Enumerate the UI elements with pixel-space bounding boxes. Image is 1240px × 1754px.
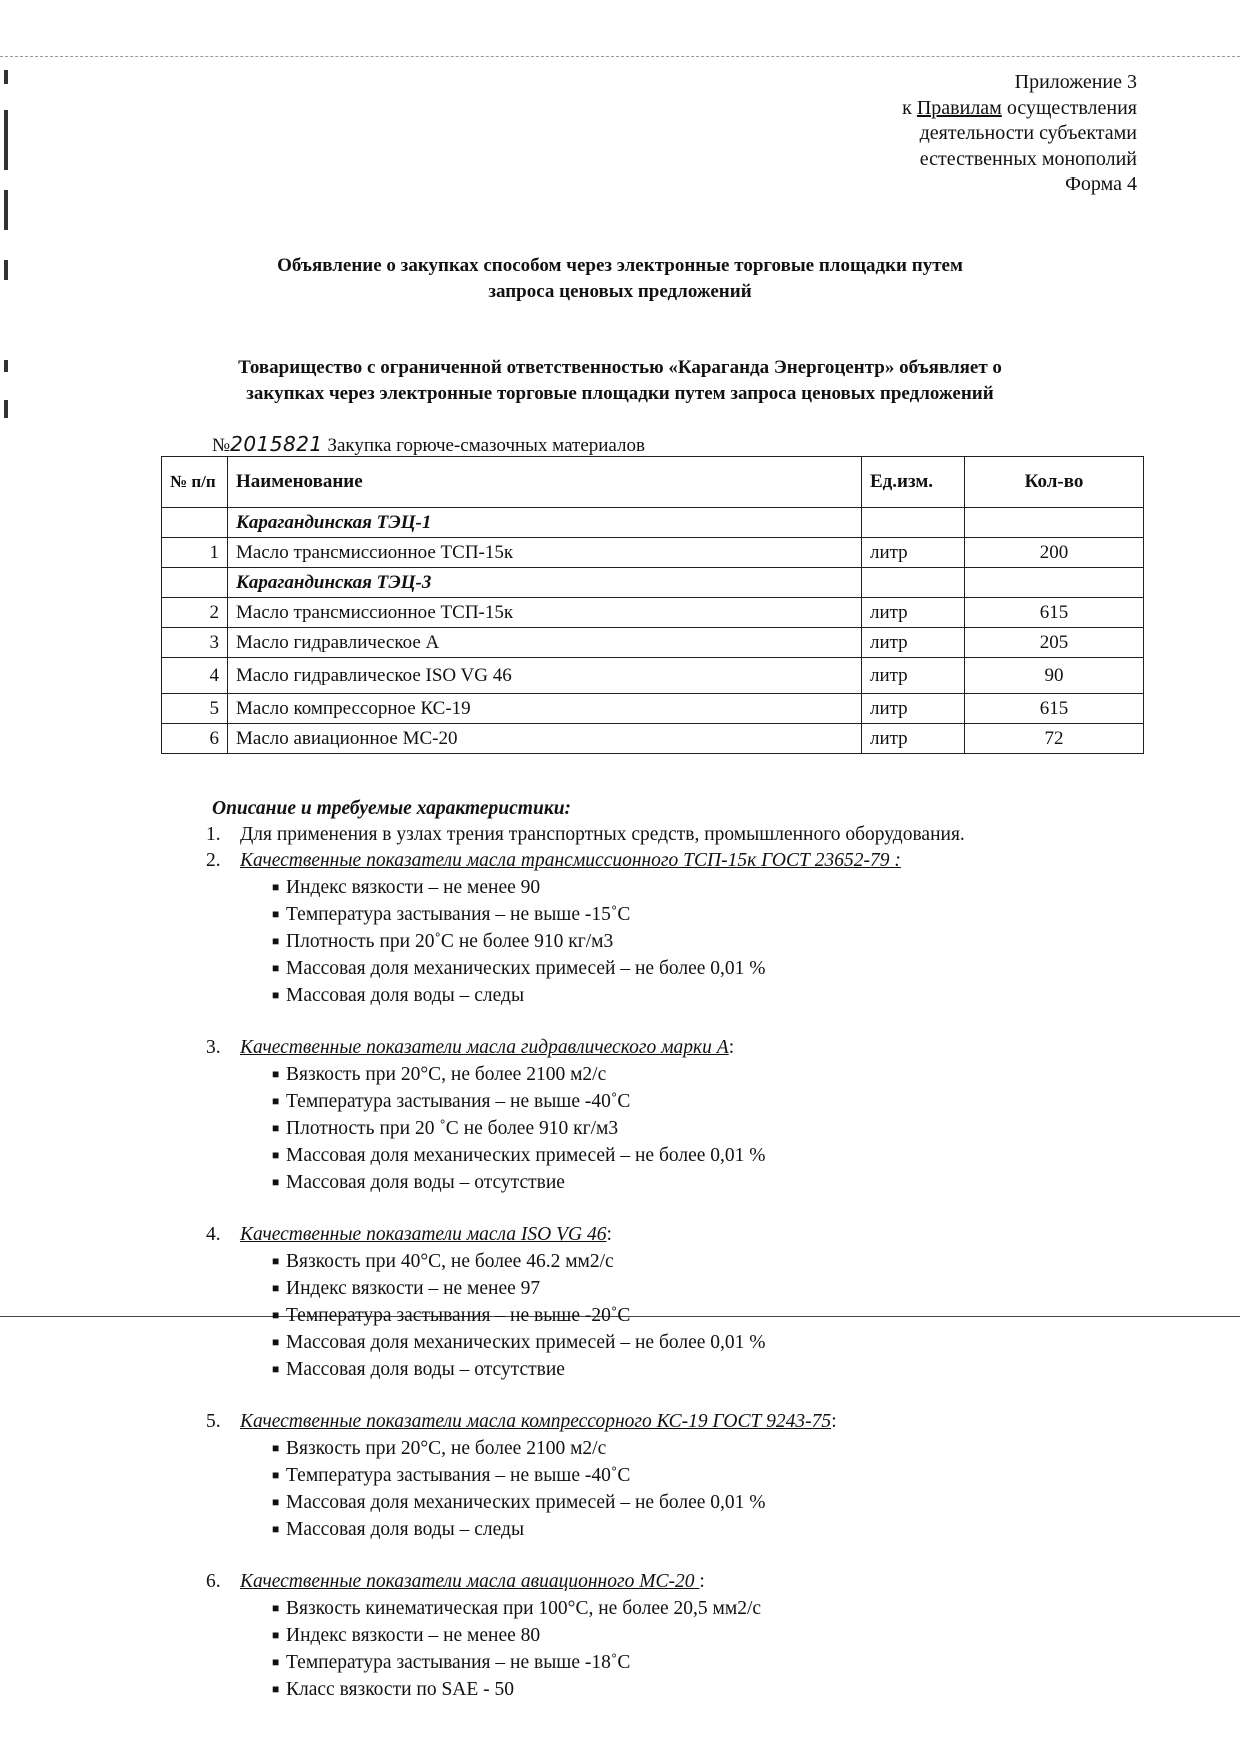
row-unit: литр: [862, 628, 965, 658]
appendix-label: Приложение 3: [1014, 71, 1137, 93]
bullet-text: Массовая доля воды – следы: [286, 985, 525, 1006]
bullet-icon: ■: [272, 1362, 280, 1376]
spec-title: Качественные показатели масла трансмиссионного ТСП-15к ГОСТ 23652-79: [240, 850, 895, 871]
spec-bullets: [212, 1061, 1132, 1196]
list-item: [212, 1248, 1132, 1275]
bullet-icon: ■: [272, 907, 280, 921]
list-item: [212, 955, 1132, 982]
bullet-text: Массовая доля механических примесей – не более 0,01 %: [286, 1145, 766, 1166]
bullet-icon: ■: [272, 1281, 280, 1295]
table-row: [162, 724, 1144, 754]
group-qty-cell: [965, 568, 1144, 598]
spec-bullets: [212, 874, 1132, 1009]
table-header-row: [162, 457, 1144, 508]
spec-bullets: [212, 1435, 1132, 1543]
spec-section: [206, 1222, 1132, 1383]
row-qty: 90: [965, 658, 1144, 694]
list-item: [212, 1302, 1132, 1329]
spec-section: [206, 848, 1132, 1009]
spec-number: 3.: [206, 1037, 221, 1058]
list-item: [212, 1676, 1132, 1703]
row-qty: 200: [965, 538, 1144, 568]
list-item: [212, 928, 1132, 955]
spec-number: 6.: [206, 1571, 221, 1592]
bullet-text: Температура застывания – не выше -15˚С: [286, 904, 631, 925]
spec-title-colon: :: [699, 1571, 705, 1592]
row-unit: литр: [862, 538, 965, 568]
description-section: [206, 796, 1132, 1703]
spec-bullets: [212, 1595, 1132, 1703]
bullet-text: Вязкость при 20°С, не более 2100 м2/с: [286, 1438, 607, 1459]
row-qty: 205: [965, 628, 1144, 658]
header-num: № п/п: [162, 457, 228, 508]
spec-title: Качественные показатели масла авиационного МС-20: [240, 1571, 700, 1592]
rules-link[interactable]: Правилам: [916, 96, 1002, 119]
row-name: Масло трансмиссионное ТСП-15к: [228, 538, 862, 568]
bullet-text: Массовая доля механических примесей – не более 0,01 %: [286, 1332, 766, 1353]
list-item: [212, 1435, 1132, 1462]
list-item: [212, 1169, 1132, 1196]
spec-section: [206, 1035, 1132, 1196]
title-line-1: Объявление о закупках способом через электронные торговые площадки путем: [277, 255, 963, 276]
spec-header: [206, 848, 1132, 874]
row-name: Масло гидравлическое ISO VG 46: [228, 658, 862, 694]
header-line-4: естественных монополий: [919, 147, 1137, 170]
header-line-3: деятельности субъектами: [919, 122, 1137, 144]
list-item: [212, 1622, 1132, 1649]
list-item: [212, 1462, 1132, 1489]
bullet-icon: ■: [272, 934, 280, 948]
purchase-text: Закупка горюче-смазочных материалов: [322, 435, 645, 456]
row-qty: 615: [965, 694, 1144, 724]
row-unit: литр: [862, 598, 965, 628]
bullet-icon: ■: [272, 1441, 280, 1455]
rules-prefix: к: [902, 96, 917, 119]
bullet-text: Температура застывания – не выше -18˚С: [286, 1652, 631, 1673]
subtitle-line-2: закупках через электронные торговые площадки путем запроса ценовых предложений: [246, 383, 994, 404]
spec-bullets: [212, 1248, 1132, 1383]
description-item: [206, 822, 1132, 848]
row-num: 5: [162, 694, 228, 724]
row-unit: литр: [862, 658, 965, 694]
bullet-text: Индекс вязкости – не менее 90: [286, 877, 541, 898]
scan-border-top: [0, 56, 1240, 57]
list-item: [212, 1061, 1132, 1088]
spec-header: [206, 1222, 1132, 1248]
bullet-icon: ■: [272, 1308, 280, 1322]
spec-title-colon: :: [728, 1037, 735, 1058]
bullet-text: Плотность при 20 ˚С не более 910 кг/м3: [286, 1118, 619, 1139]
table-row: [162, 598, 1144, 628]
bullet-icon: ■: [272, 880, 280, 894]
row-unit: литр: [862, 724, 965, 754]
list-item: [212, 1489, 1132, 1516]
list-item: [212, 1088, 1132, 1115]
title-line-2: запроса ценовых предложений: [488, 281, 752, 302]
bullet-text: Массовая доля воды – отсутствие: [286, 1172, 565, 1193]
bullet-text: Плотность при 20˚С не более 910 кг/м3: [286, 931, 614, 952]
group-name: Карагандинская ТЭЦ-3: [228, 568, 862, 598]
bullet-icon: ■: [272, 1067, 280, 1081]
bullet-text: Массовая доля воды – следы: [286, 1519, 525, 1540]
table-row: [162, 628, 1144, 658]
bullet-icon: ■: [272, 988, 280, 1002]
subtitle-line-1: Товарищество с ограниченной ответственностью «Караганда Энергоцентр» объявляет о: [238, 357, 1002, 378]
bullet-icon: ■: [272, 1254, 280, 1268]
row-num: 6: [162, 724, 228, 754]
row-num: 1: [162, 538, 228, 568]
bullet-text: Массовая доля механических примесей – не более 0,01 %: [286, 958, 766, 979]
item-number: 1.: [206, 824, 221, 845]
bullet-text: Температура застывания – не выше -40˚С: [286, 1091, 631, 1112]
spec-number: 4.: [206, 1224, 221, 1245]
row-name: Масло трансмиссионное ТСП-15к: [228, 598, 862, 628]
bullet-text: Вязкость при 20°С, не более 2100 м2/с: [286, 1064, 607, 1085]
list-item: [212, 874, 1132, 901]
spec-title-colon: :: [831, 1411, 837, 1432]
bullet-text: Вязкость при 40°С, не более 46.2 мм2/с: [286, 1251, 614, 1272]
items-table: [161, 456, 1144, 754]
group-unit-cell: [862, 508, 965, 538]
bullet-icon: ■: [272, 1682, 280, 1696]
row-num: 3: [162, 628, 228, 658]
bullet-icon: ■: [272, 1655, 280, 1669]
table-row: [162, 658, 1144, 694]
list-item: [212, 1329, 1132, 1356]
form-label: Форма 4: [1065, 173, 1137, 195]
list-item: [212, 1356, 1132, 1383]
list-item: [212, 1115, 1132, 1142]
bullet-text: Температура застывания – не выше -40˚С: [286, 1465, 631, 1486]
bullet-icon: ■: [272, 1175, 280, 1189]
description-title: Описание и требуемые характеристики:: [212, 798, 572, 819]
list-item: [212, 982, 1132, 1009]
bullet-icon: ■: [272, 1335, 280, 1349]
row-name: Масло гидравлическое А: [228, 628, 862, 658]
list-item: [212, 1142, 1132, 1169]
row-num: 4: [162, 658, 228, 694]
bullet-icon: ■: [272, 1148, 280, 1162]
list-item: [212, 901, 1132, 928]
document-title: [170, 253, 1070, 305]
rules-line: [717, 96, 1137, 122]
row-unit: литр: [862, 694, 965, 724]
header-unit: Ед.изм.: [862, 457, 965, 508]
bullet-text: Индекс вязкости – не менее 97: [286, 1278, 541, 1299]
bullet-icon: ■: [272, 1468, 280, 1482]
list-item: [212, 1649, 1132, 1676]
spec-title: Качественные показатели масла гидравлического марки А: [240, 1037, 729, 1058]
bullet-text: Массовая доля механических примесей – не более 0,01 %: [286, 1492, 766, 1513]
bullet-icon: ■: [272, 1495, 280, 1509]
list-item: [212, 1275, 1132, 1302]
bullet-icon: ■: [272, 1121, 280, 1135]
spec-title-colon: :: [894, 850, 901, 871]
spec-number: 2.: [206, 850, 221, 871]
rules-suffix: осуществления: [1001, 96, 1137, 119]
group-num-cell: [162, 508, 228, 538]
announcement-subtitle: [170, 355, 1070, 407]
bullet-icon: ■: [272, 961, 280, 975]
bullet-icon: ■: [272, 1628, 280, 1642]
item-text: Для применения в узлах трения транспортных средств, промышленного оборудования.: [240, 824, 965, 845]
spec-section: [206, 1569, 1132, 1703]
appendix-header: [717, 70, 1137, 198]
table-group-row: [162, 568, 1144, 598]
group-unit-cell: [862, 568, 965, 598]
bullet-text: Массовая доля воды – отсутствие: [286, 1359, 565, 1380]
table-group-row: [162, 508, 1144, 538]
bullet-text: Вязкость кинематическая при 100°С, не более 20,5 мм2/с: [286, 1598, 762, 1619]
group-qty-cell: [965, 508, 1144, 538]
list-item: [212, 1595, 1132, 1622]
bullet-icon: ■: [272, 1601, 280, 1615]
spec-header: [206, 1035, 1132, 1061]
bullet-icon: ■: [272, 1094, 280, 1108]
spec-title: Качественные показатели масла компрессорного КС-19 ГОСТ 9243-75: [240, 1411, 832, 1432]
table-row: [162, 538, 1144, 568]
spec-header: [206, 1409, 1132, 1435]
row-name: Масло компрессорное КС-19: [228, 694, 862, 724]
group-num-cell: [162, 568, 228, 598]
purchase-number-handwritten: 2015821: [230, 432, 323, 456]
header-name: Наименование: [228, 457, 862, 508]
purchase-prefix: №: [212, 435, 231, 456]
row-qty: 72: [965, 724, 1144, 754]
scan-edge-marks: [4, 70, 10, 450]
spec-number: 5.: [206, 1411, 221, 1432]
row-num: 2: [162, 598, 228, 628]
purchase-line: [212, 432, 645, 457]
bullet-text: Индекс вязкости – не менее 80: [286, 1625, 541, 1646]
spec-title-colon: :: [606, 1224, 612, 1245]
spec-header: [206, 1569, 1132, 1595]
bullet-text: Класс вязкости по SAE - 50: [286, 1679, 515, 1700]
spec-title: Качественные показатели масла ISO VG 46: [240, 1224, 607, 1245]
row-qty: 615: [965, 598, 1144, 628]
row-name: Масло авиационное МС-20: [228, 724, 862, 754]
bullet-text: Температура застывания – не выше -20˚С: [286, 1305, 631, 1326]
group-name: Карагандинская ТЭЦ-1: [228, 508, 862, 538]
bullet-icon: ■: [272, 1522, 280, 1536]
list-item: [212, 1516, 1132, 1543]
spec-section: [206, 1409, 1132, 1543]
header-qty: Кол-во: [965, 457, 1144, 508]
table-row: [162, 694, 1144, 724]
